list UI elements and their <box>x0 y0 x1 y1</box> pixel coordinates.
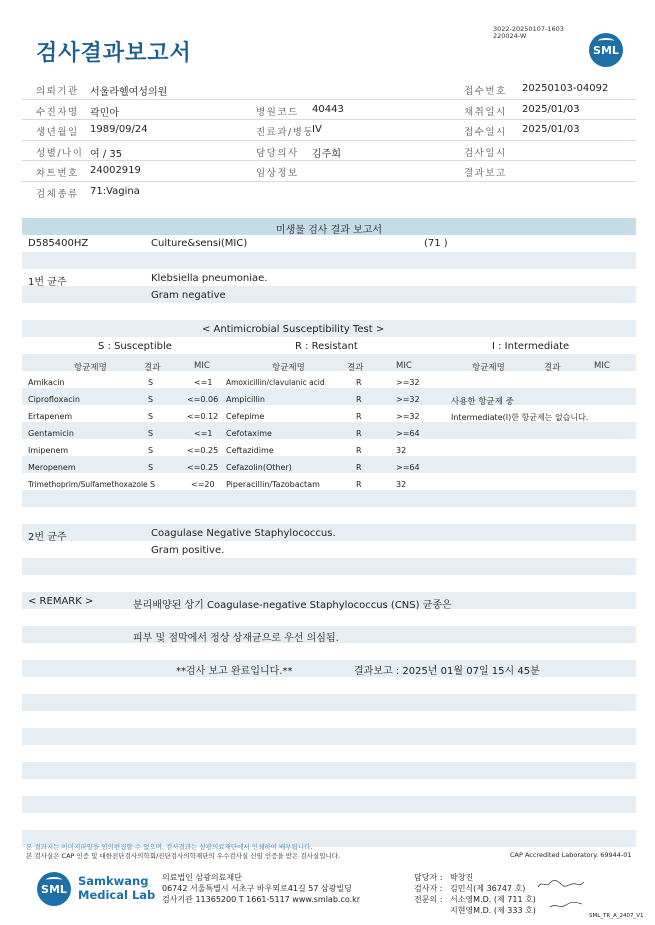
ast-drug: Cefotaxime <box>226 429 272 438</box>
ast-result: R <box>356 378 362 387</box>
col-mic-header: MIC <box>594 361 610 371</box>
info-label: 수진자명 <box>36 106 79 118</box>
info-label: 차트번호 <box>36 168 79 179</box>
organism1-label: 1번 균주 <box>28 277 67 288</box>
staff-value: 서소영M.D. (제 711 호) <box>450 895 536 904</box>
organism1-gram: Gram negative <box>151 290 226 301</box>
ast-drug: Imipenem <box>28 446 69 455</box>
info-label: 검체종류 <box>36 188 79 200</box>
document-id-line2: 220024-W <box>493 32 527 40</box>
organism1-name: Klebsiella pneumoniae. <box>151 273 268 284</box>
info-label: 의뢰기관 <box>36 86 79 97</box>
report-time: 결과보고 : 2025년 01월 07일 15시 45분 <box>354 666 540 677</box>
ast-title: < Antimicrobial Susceptibility Test > <box>202 324 385 335</box>
footer-brand <box>78 874 155 902</box>
info-label: 검사일시 <box>464 147 507 159</box>
page-title: 검사결과보고서 <box>36 41 192 66</box>
staff-value: 박창진 <box>450 873 474 882</box>
stripe <box>22 728 636 745</box>
info-label: 임상정보 <box>256 168 299 179</box>
ast-result: S <box>148 395 154 404</box>
ast-mic: <=0.25 <box>187 463 219 472</box>
staff-label: 전문의 : <box>414 895 443 904</box>
ast-drug: Piperacillin/Tazobactam <box>226 480 320 489</box>
info-value: 김주희 <box>312 148 341 160</box>
ast-drug: Gentamicin <box>28 429 74 438</box>
info-value: 71:Vagina <box>90 185 140 197</box>
test-number: (71 ) <box>424 238 448 249</box>
ast-result: R <box>356 463 362 472</box>
cap-accreditation: CAP Accredited Laboratory. 69944-01 <box>510 851 632 859</box>
signature-mark <box>548 899 584 911</box>
ast-mic: >=64 <box>396 463 420 472</box>
ast-drug: Meropenem <box>28 463 76 472</box>
col-mic-header: MIC <box>194 361 210 371</box>
ast-drug: Ceftazidime <box>226 446 274 455</box>
brand-line1: Samkwang <box>78 874 149 888</box>
ast-drug: Ampicillin <box>226 395 265 404</box>
info-label: 채취일시 <box>464 106 507 118</box>
staff-label: 담당자 : <box>414 873 443 882</box>
stripe <box>22 422 636 439</box>
ast-mic: >=32 <box>396 378 420 387</box>
organism2-name: Coagulase Negative Staphylococcus. <box>151 528 336 539</box>
ast-result: S <box>148 446 154 455</box>
ast-result: R <box>356 412 362 421</box>
organism2-label: 2번 균주 <box>28 532 67 543</box>
ast-drug: Ertapenem <box>28 412 73 421</box>
stripe <box>22 660 636 677</box>
patient-info-table <box>22 79 636 202</box>
test-name: Culture&sensi(MIC) <box>151 238 248 249</box>
info-label: 진료과/병동 <box>256 127 315 138</box>
ast-drug: Trimethoprim/Sulfamethoxazole <box>28 480 148 489</box>
footer-note-1: 본 결과지는 이미지파일을 임의편집할 수 없으며, 검사결과는 삼광의료재단에서 인쇄하여 배부됩니다. <box>26 843 313 851</box>
ast-drug: Cefazolin(Other) <box>226 463 292 472</box>
info-row <box>22 141 636 162</box>
stripe <box>22 796 636 813</box>
ast-mic: <=0.06 <box>187 395 219 404</box>
info-label: 담당의사 <box>256 147 299 159</box>
ast-drug: Amoxicillin/clavulanic acid <box>226 378 325 387</box>
legend-resistant: R : Resistant <box>295 341 358 352</box>
info-row <box>22 120 636 141</box>
ast-mic: <=0.12 <box>187 412 219 421</box>
org-address: 06742 서울특별시 서초구 바우뫼로41길 57 삼광빌딩 <box>162 884 352 893</box>
info-value: 20250103-04092 <box>522 83 609 94</box>
footer-sml-logo: SML <box>37 872 71 906</box>
col-result-header: 결과 <box>347 363 364 373</box>
document-id-line1: 3022-20250107-1603 <box>493 25 564 33</box>
info-label: 생년월일 <box>36 127 79 138</box>
ast-mic: >=32 <box>396 395 420 404</box>
ast-result: R <box>356 480 362 489</box>
stripe <box>22 762 636 779</box>
form-code: SML_TR_A_2407_V1 <box>589 913 644 919</box>
info-value: 서울라헬여성의원 <box>90 87 168 98</box>
ast-mic: >=32 <box>396 412 420 421</box>
ast-note: Intermediate(I)한 항균제는 없습니다. <box>451 413 589 422</box>
ast-note: 사용한 항균제 중 <box>451 397 514 407</box>
ast-mic: 32 <box>396 446 407 455</box>
stripe <box>22 388 636 405</box>
info-row <box>22 161 636 182</box>
col-drug-header: 항균제명 <box>74 363 107 373</box>
brand-line2: Medical Lab <box>78 888 156 902</box>
ast-result: R <box>356 446 362 455</box>
stripe <box>22 456 636 473</box>
ast-drug: Cefepime <box>226 412 265 421</box>
col-drug-header: 항균제명 <box>272 363 305 373</box>
ast-result: S <box>148 378 154 387</box>
stripe <box>22 286 636 303</box>
remark-label: < REMARK > <box>28 596 94 607</box>
section-title: 미생물 검사 결과 보고서 <box>275 225 383 236</box>
stripe <box>22 558 636 575</box>
info-value: 곽민아 <box>90 107 119 119</box>
org-name: 의료법인 삼광의료재단 <box>162 873 242 882</box>
col-mic-header: MIC <box>396 361 412 371</box>
col-drug-header: 항균제명 <box>472 363 505 373</box>
org-contact: 검사기관 11365200 T 1661-5117 www.smlab.co.kr <box>162 895 361 904</box>
footer-note-2: 본 검사실은 CAP 인증 및 대한진단검사의학회/진단검사의학재단의 우수검사실 신임 인증을 받은 검사실입니다. <box>26 852 341 860</box>
stripe <box>22 694 636 711</box>
ast-drug: Ciprofloxacin <box>28 395 80 404</box>
ast-mic: <=1 <box>194 378 213 387</box>
info-label: 결과보고 <box>464 168 507 179</box>
staff-value: 지현영M.D. (제 333 호) <box>450 906 536 915</box>
col-result-header: 결과 <box>144 363 161 373</box>
stripe <box>22 490 636 507</box>
col-result-header: 결과 <box>544 363 561 373</box>
ast-mic: 32 <box>396 480 407 489</box>
signature-mark <box>536 878 586 890</box>
info-label: 접수일시 <box>464 127 507 138</box>
staff-value: 김민식(제 36747 호) <box>450 884 526 893</box>
info-row <box>22 79 636 100</box>
report-complete-text: **검사 보고 완료입니다.** <box>176 666 293 677</box>
info-value: 2025/01/03 <box>522 103 580 115</box>
remark-line1: 분리배양된 상기 Coagulase-negative Staphylococcus (CNS) 균종은 <box>133 600 452 611</box>
ast-mic: <=1 <box>194 429 213 438</box>
info-value: 2025/01/03 <box>522 124 580 135</box>
info-label: 접수번호 <box>464 86 507 97</box>
organism2-gram: Gram positive. <box>151 545 225 556</box>
legend-susceptible: S : Susceptible <box>98 341 172 352</box>
test-code: D585400HZ <box>28 238 89 249</box>
ast-result: S <box>148 463 154 472</box>
staff-label: 검사자 : <box>414 884 443 893</box>
info-value: IV <box>312 124 322 135</box>
remark-line2: 피부 및 점막에서 정상 상재균으로 우선 의심됨. <box>133 633 339 644</box>
info-label: 성별/나이 <box>36 147 84 159</box>
document-id <box>493 26 564 40</box>
stripe <box>22 252 636 269</box>
info-value: 여 / 35 <box>90 148 123 160</box>
info-row <box>22 100 636 121</box>
ast-result: R <box>356 429 362 438</box>
info-value: 24002919 <box>90 165 141 176</box>
ast-result: S <box>148 429 154 438</box>
ast-mic: <=0.25 <box>187 446 219 455</box>
legend-intermediate: I : Intermediate <box>492 341 570 352</box>
ast-result: R <box>356 395 362 404</box>
ast-result: S <box>150 480 156 489</box>
ast-mic: <=20 <box>191 480 215 489</box>
ast-result: S <box>148 412 154 421</box>
info-row <box>22 182 636 203</box>
info-value: 40443 <box>312 103 344 115</box>
ast-drug: Amikacin <box>28 378 65 387</box>
ast-mic: >=64 <box>396 429 420 438</box>
info-label: 병원코드 <box>256 106 299 118</box>
info-value: 1989/09/24 <box>90 124 148 135</box>
sml-logo: SML <box>589 33 623 67</box>
